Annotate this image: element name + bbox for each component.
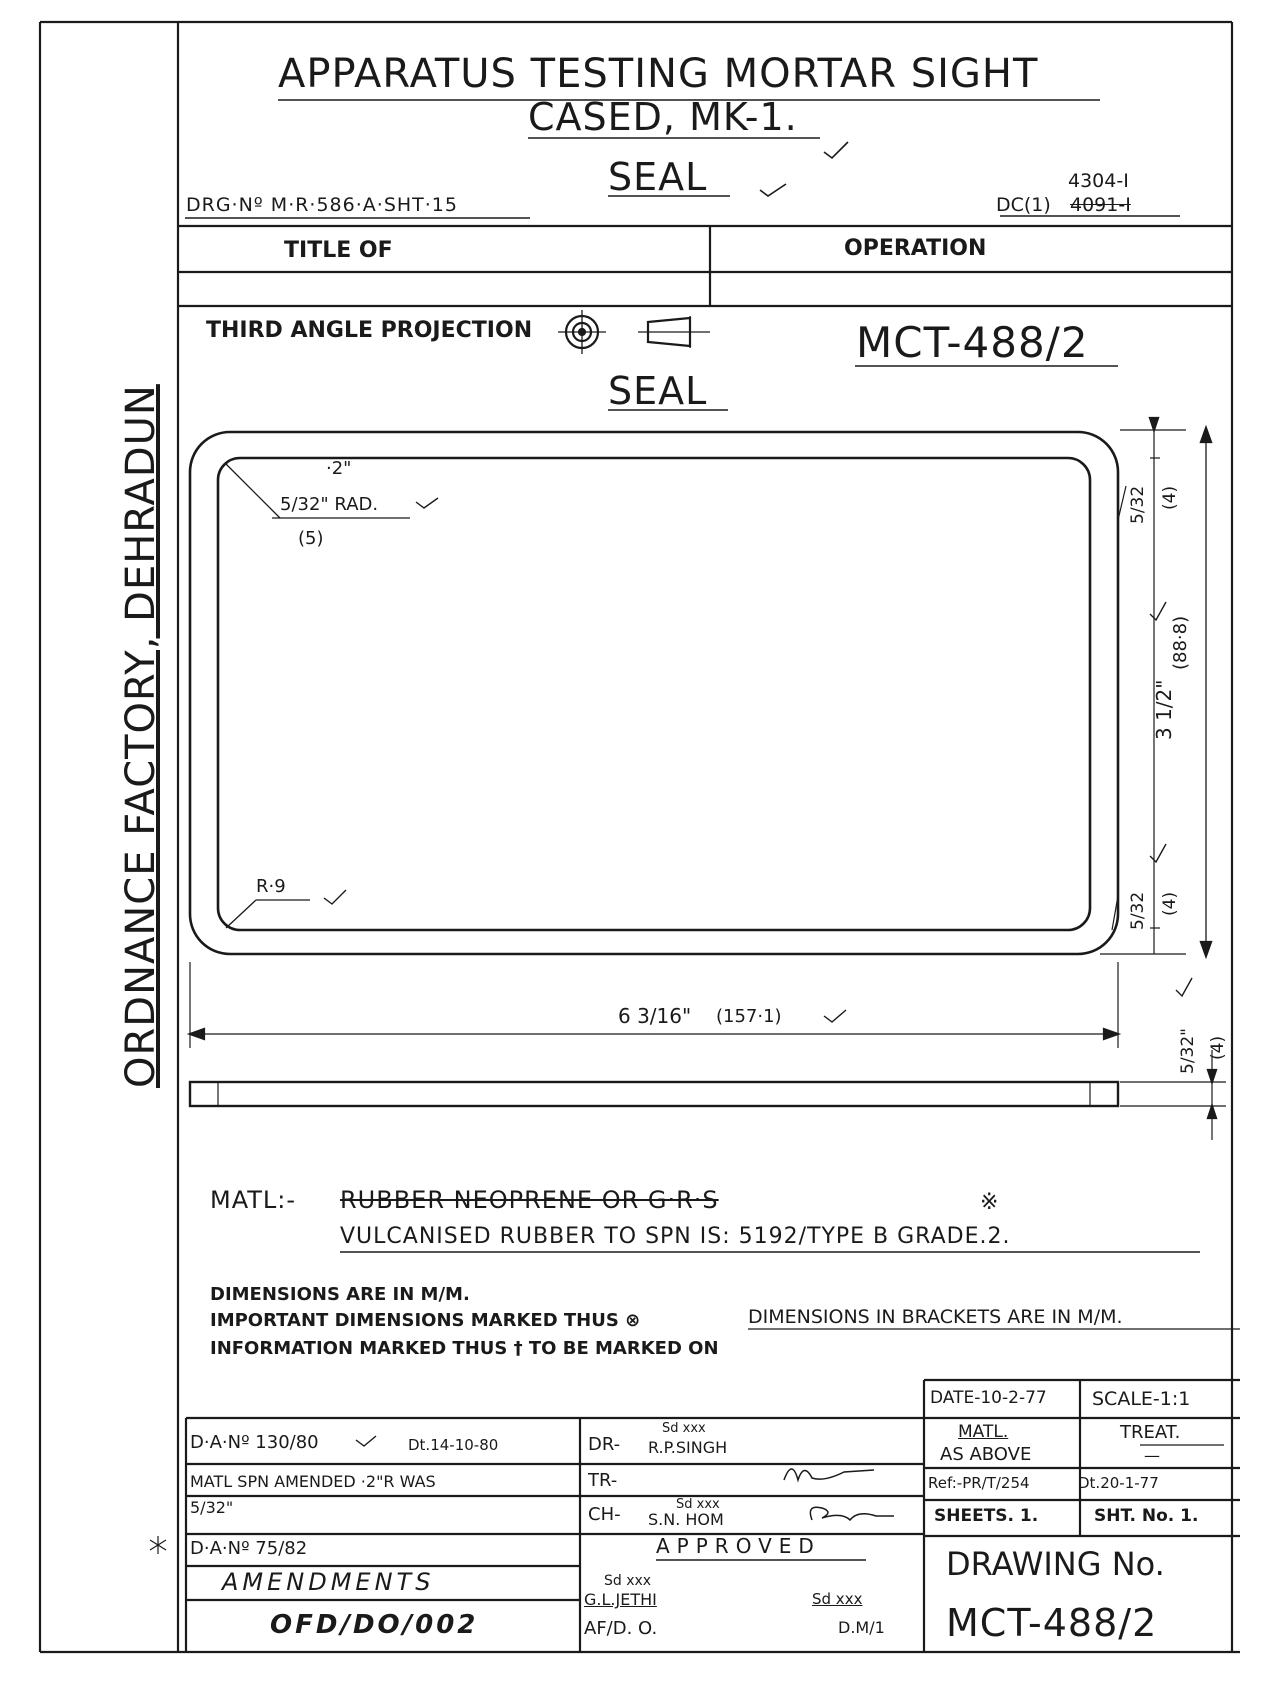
- height-dim: 3 1/2": [1152, 679, 1176, 740]
- sheet-number-field: SHT. No. 1.: [1094, 1506, 1199, 1526]
- top-edge-mm: (4): [1160, 485, 1180, 510]
- height-mm: (88·8): [1170, 615, 1191, 670]
- date-field: DATE-10-2-77: [930, 1388, 1047, 1408]
- drawn-name: R.P.SINGH: [648, 1438, 728, 1457]
- checked-name: S.N. HOM: [648, 1510, 724, 1529]
- factory-name: ORDNANCE FACTORY, DEHRADUN: [118, 384, 164, 1088]
- drg-number: DRG·Nº M·R·586·A·SHT·15: [186, 194, 458, 216]
- drawing-number: MCT-488/2: [946, 1601, 1158, 1645]
- af-name: G.L.JETHI: [584, 1590, 657, 1609]
- width-dim: 6 3/16": [618, 1004, 692, 1028]
- bottom-edge-dim: 5/32: [1128, 891, 1148, 930]
- amendment-da-1: D·A·Nº 130/80: [190, 1432, 319, 1453]
- dc-label: DC(1): [996, 194, 1051, 216]
- amendments-label: AMENDMENTS: [222, 1568, 435, 1596]
- important-marker: ※: [980, 1190, 999, 1215]
- treat-label: TREAT.: [1120, 1422, 1181, 1443]
- corner-radius-dim: 5/32" RAD.: [280, 494, 379, 515]
- drawn-sd: Sd xxx: [662, 1421, 706, 1436]
- projection-label: THIRD ANGLE PROJECTION: [206, 318, 533, 343]
- scale-field: SCALE-1:1: [1092, 1388, 1191, 1410]
- reference-field: Ref:-PR/T/254: [928, 1474, 1030, 1492]
- drawing-code-top: MCT-488/2: [856, 318, 1089, 367]
- note-important-dims: IMPORTANT DIMENSIONS MARKED THUS ⊗: [210, 1310, 641, 1331]
- approved-label: APPROVED: [656, 1534, 821, 1558]
- corner-radius-mm: (5): [298, 528, 324, 549]
- corner-inner-dim: ·2": [326, 458, 352, 479]
- matl-label: MATL.: [958, 1422, 1009, 1442]
- dm-designation: D.M/1: [838, 1618, 885, 1637]
- material-label: MATL:-: [210, 1186, 297, 1214]
- drawing-title-line1: APPARATUS TESTING MORTAR SIGHT: [278, 51, 1039, 97]
- checked-label: CH-: [588, 1504, 621, 1525]
- amendment-old-value: 5/32": [190, 1498, 234, 1517]
- bottom-edge-mm: (4): [1160, 891, 1180, 916]
- material-struck: RUBBER NEOPRENE OR G·R·S: [340, 1186, 719, 1214]
- checked-sd: Sd xxx: [676, 1497, 720, 1512]
- note-dimensions-unit: DIMENSIONS ARE IN M/M.: [210, 1284, 470, 1305]
- drawing-title-line2: CASED, MK-1.: [528, 95, 798, 139]
- top-edge-dim: 5/32: [1128, 485, 1148, 524]
- operation-label: OPERATION: [844, 236, 987, 261]
- material-spec: VULCANISED RUBBER TO SPN IS: 5192/TYPE B GRADE.2.: [340, 1224, 1011, 1249]
- view-title: SEAL: [608, 369, 708, 413]
- amendment-da-2: D·A·Nº 75/82: [190, 1538, 308, 1559]
- title-of-label: TITLE OF: [284, 238, 393, 263]
- note-brackets: DIMENSIONS IN BRACKETS ARE IN M/M.: [748, 1306, 1123, 1328]
- sheets-field: SHEETS. 1.: [934, 1506, 1039, 1526]
- traced-label: TR-: [588, 1470, 618, 1491]
- dc-number-struck: 4091-I: [1070, 194, 1131, 216]
- width-mm: (157·1): [716, 1006, 782, 1027]
- bottom-radius-dim: R·9: [256, 876, 286, 897]
- drawing-number-label: DRAWING No.: [946, 1545, 1165, 1583]
- drawn-label: DR-: [588, 1434, 621, 1455]
- reference-date: Dt.20-1-77: [1078, 1474, 1159, 1492]
- af-sd: Sd xxx: [604, 1573, 652, 1589]
- matl-value: AS ABOVE: [940, 1444, 1032, 1465]
- af-designation: AF/D. O.: [584, 1618, 658, 1639]
- dc-number-top: 4304-I: [1068, 170, 1129, 192]
- thickness-dim: 5/32": [1178, 1028, 1198, 1074]
- thickness-mm: (4): [1208, 1035, 1228, 1060]
- dm-sd: Sd xxx: [812, 1590, 863, 1608]
- treat-value: —: [1144, 1446, 1160, 1465]
- part-name-header: SEAL: [608, 155, 708, 199]
- amendments-ref: OFD/DO/002: [270, 1610, 479, 1640]
- note-marked-on: INFORMATION MARKED THUS † TO BE MARKED ON: [210, 1338, 719, 1359]
- amendment-date-1: Dt.14-10-80: [408, 1436, 499, 1454]
- amendment-note: MATL SPN AMENDED ·2"R WAS: [190, 1472, 436, 1491]
